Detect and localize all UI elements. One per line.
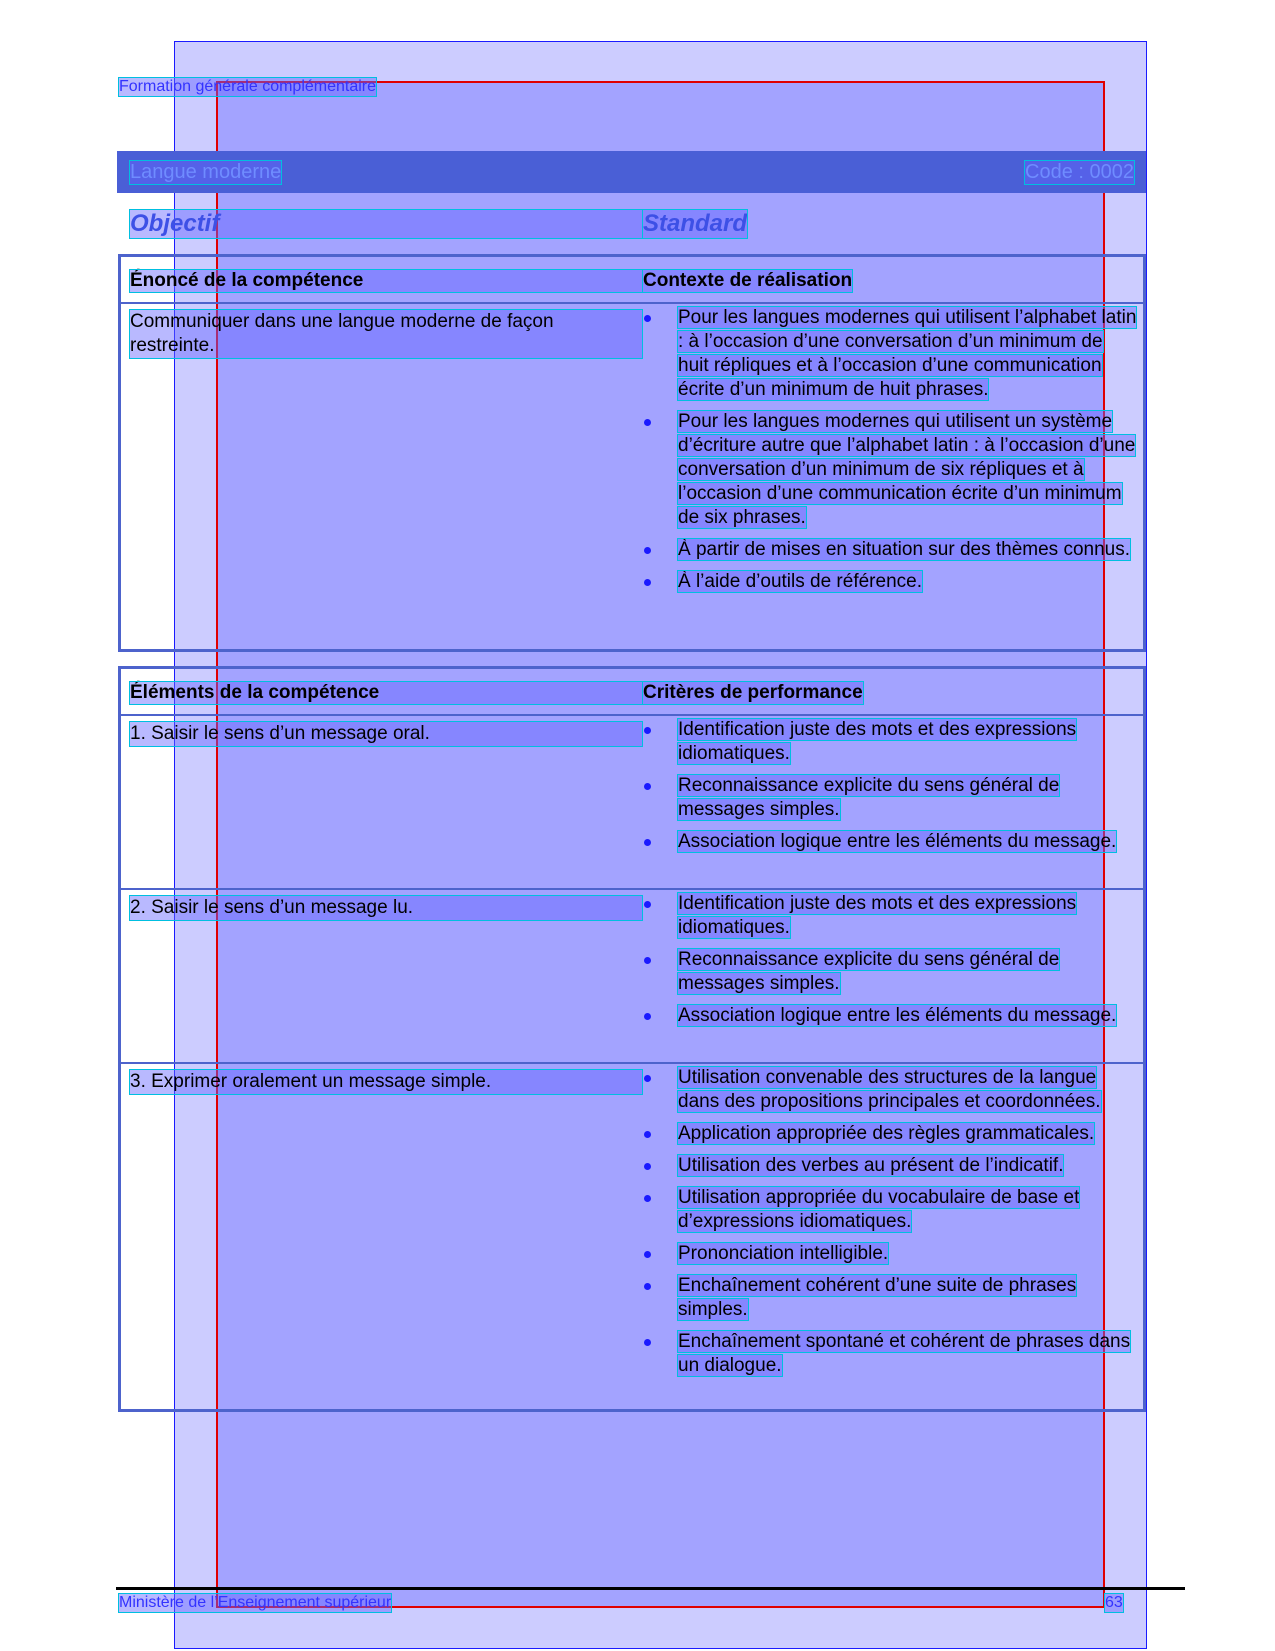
list-item: Utilisation convenable des structures de la langue dans des propositions principales et coordonnées. (642, 1066, 1138, 1114)
list-item: Association logique entre les éléments du message. (642, 1004, 1138, 1028)
bullet-icon (644, 1131, 651, 1138)
standard-heading: Standard (643, 210, 748, 237)
list-item: À partir de mises en situation sur des thèmes connus. (642, 538, 1138, 562)
criteria-list-1 (642, 718, 1138, 862)
list-item: Identification juste des mots et des expressions idiomatiques. (642, 892, 1138, 940)
course-code: Code : 0002 (1025, 161, 1134, 183)
list-item: Application appropriée des règles grammaticales. (642, 1122, 1138, 1146)
bullet-icon (644, 315, 651, 322)
bullet-icon (644, 783, 651, 790)
criteria-list-2 (642, 892, 1138, 1036)
list-item: Pour les langues modernes qui utilisent l’alphabet latin : à l’occasion d’une conversation d’un minimum de huit répliques et à l’occasion d’une communication écrite d’un minimum de huit phrases. (642, 306, 1138, 402)
bullet-icon (644, 1339, 651, 1346)
context-header: Contexte de réalisation (643, 270, 853, 291)
elements-header: Éléments de la compétence (130, 682, 642, 704)
bullet-icon (644, 1251, 651, 1258)
list-item: Association logique entre les éléments du message. (642, 830, 1138, 854)
page-number: 63 (1105, 1594, 1123, 1611)
row-divider (121, 1062, 1143, 1064)
bullet-icon (644, 727, 651, 734)
criteria-header: Critères de performance (643, 682, 863, 703)
bullet-icon (644, 1163, 651, 1170)
bullet-icon (644, 957, 651, 964)
element-2: 2. Saisir le sens d’un message lu. (130, 896, 642, 920)
context-list (642, 306, 1138, 602)
footer-ministry: Ministère de l’Enseignement supérieur (119, 1594, 392, 1611)
criteria-list-3 (642, 1066, 1138, 1386)
document-header: Formation générale complémentaire (119, 78, 377, 95)
bullet-icon (644, 1013, 651, 1020)
list-item: Identification juste des mots et des expressions idiomatiques. (642, 718, 1138, 766)
objective-heading: Objectif (130, 210, 642, 238)
bullet-icon (644, 1283, 651, 1290)
list-item: Utilisation appropriée du vocabulaire de base et d’expressions idiomatiques. (642, 1186, 1138, 1234)
list-item: Pour les langues modernes qui utilisent un système d’écriture autre que l’alphabet latin : à l’occasion d’une conversation d’un minimum de six répliques et à l’occasion d’une communication écrite d’un minimum de six phrases. (642, 410, 1138, 530)
bullet-icon (644, 579, 651, 586)
element-3: 3. Exprimer oralement un message simple. (130, 1070, 642, 1094)
bullet-icon (644, 1195, 651, 1202)
bullet-icon (644, 839, 651, 846)
bullet-icon (644, 547, 651, 554)
title-bar (117, 151, 1146, 193)
subject-title: Langue moderne (130, 161, 282, 183)
list-item: À l’aide d’outils de référence. (642, 570, 1138, 594)
list-item: Prononciation intelligible. (642, 1242, 1138, 1266)
list-item: Enchaînement cohérent d’une suite de phrases simples. (642, 1274, 1138, 1322)
element-1: 1. Saisir le sens d’un message oral. (130, 722, 642, 746)
bullet-icon (644, 419, 651, 426)
competency-statement: Communiquer dans une langue moderne de façon restreinte. (130, 310, 642, 358)
bullet-icon (644, 1075, 651, 1082)
row-divider (121, 888, 1143, 890)
list-item: Enchaînement spontané et cohérent de phrases dans un dialogue. (642, 1330, 1138, 1378)
list-item: Utilisation des verbes au présent de l’indicatif. (642, 1154, 1138, 1178)
statement-header: Énoncé de la compétence (130, 270, 642, 292)
list-item: Reconnaissance explicite du sens général de messages simples. (642, 774, 1138, 822)
footer-divider (116, 1587, 1185, 1590)
list-item: Reconnaissance explicite du sens général de messages simples. (642, 948, 1138, 996)
bullet-icon (644, 901, 651, 908)
